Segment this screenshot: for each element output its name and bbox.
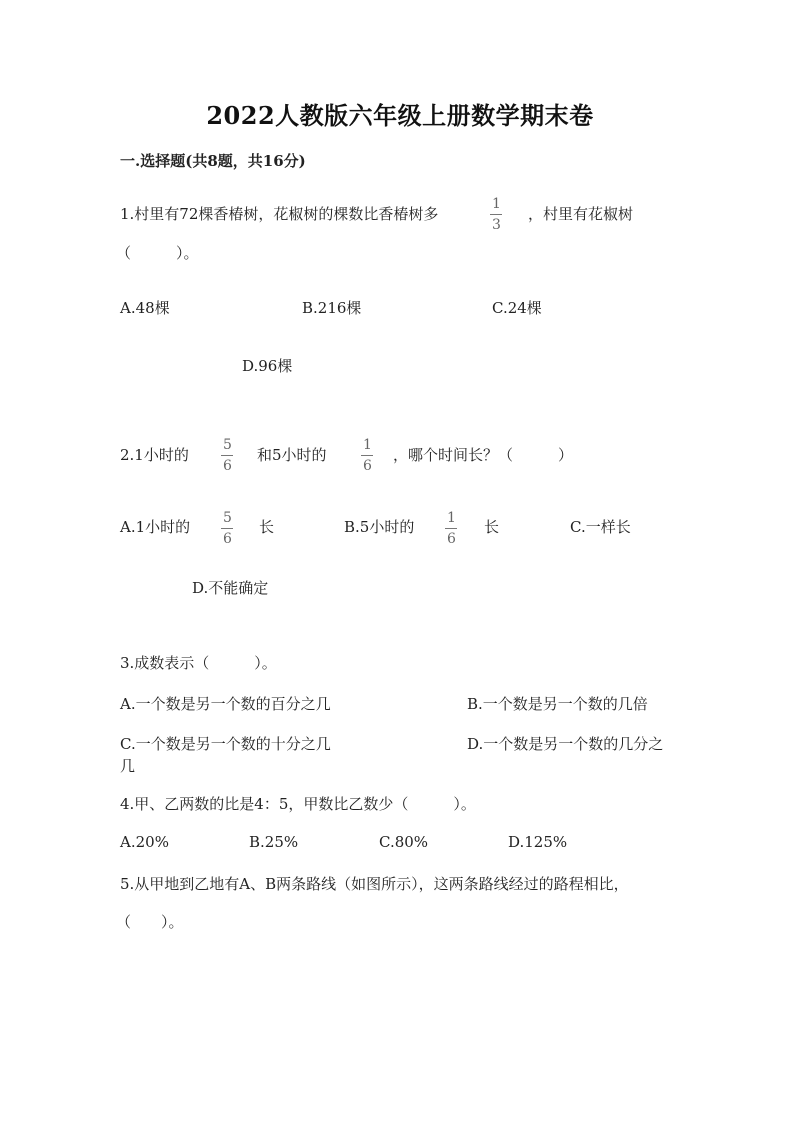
question-3-option-c: C.一个数是另一个数的十分之几 [120,735,331,753]
fraction-denominator: 3 [492,217,501,233]
question-4-option-b: B.25% [249,833,299,851]
question-3-option-b: B.一个数是另一个数的几倍 [467,695,648,713]
question-3-option-d-wrap: 几 [120,757,136,775]
question-2-fraction-1 [221,438,234,473]
question-2-fraction-2 [361,438,374,473]
fraction-bar [221,528,233,529]
question-2-option-a-fraction [221,511,234,546]
question-2-stem-end: ，哪个时间长？（ ） [393,446,574,464]
question-4-option-d: D.125% [508,833,568,851]
fraction-numerator: 1 [363,437,372,453]
question-2-option-b-label: B.5小时的 [344,518,415,536]
question-1-option-c: C.24棵 [492,299,542,317]
fraction-denominator: 6 [223,458,232,474]
fraction-denominator: 6 [223,531,232,547]
question-1-fraction [490,197,503,232]
question-2-option-a-label: A.1小时的 [120,518,191,536]
fraction-bar [490,214,502,215]
question-1-stem: 1.村里有72棵香椿树，花椒树的棵数比香椿树多 [120,205,439,223]
question-4-option-c: C.80% [379,833,429,851]
question-2-option-b-suffix: 长 [484,518,500,536]
question-3-option-d: D.一个数是另一个数的几分之 [467,735,664,753]
question-2-option-d: D.不能确定 [192,579,269,597]
fraction-bar [221,455,233,456]
question-3-stem: 3.成数表示（ ）。 [120,654,277,672]
question-2-stem: 2.1小时的 [120,446,189,464]
fraction-numerator: 1 [492,196,501,212]
question-5-blank: （ ）。 [116,913,184,931]
question-1-option-a: A.48棵 [120,299,170,317]
question-2-option-b-fraction [445,511,458,546]
fraction-numerator: 1 [447,510,456,526]
page-title: 2022人教版六年级上册数学期末卷 [206,101,594,130]
question-1-option-d: D.96棵 [242,357,293,375]
fraction-numerator: 5 [223,437,232,453]
fraction-bar [361,455,373,456]
question-2-option-a-suffix: 长 [259,518,275,536]
question-4-option-a: A.20% [120,833,169,851]
question-1-option-b: B.216棵 [302,299,362,317]
question-4-stem: 4.甲、乙两数的比是4：5，甲数比乙数少（ ）。 [120,795,476,813]
question-2-option-c: C.一样长 [570,518,631,536]
question-5-stem: 5.从甲地到乙地有A、B两条路线（如图所示），这两条路线经过的路程相比， [120,875,629,893]
fraction-numerator: 5 [223,510,232,526]
question-3-option-a: A.一个数是另一个数的百分之几 [120,695,331,713]
fraction-bar [445,528,457,529]
question-2-stem-mid: 和5小时的 [257,446,327,464]
question-1-blank: （ ）。 [116,244,199,262]
fraction-denominator: 6 [363,458,372,474]
section-heading: 一.选择题(共8题，共16分) [120,152,306,170]
question-1-stem-end: ，村里有花椒树 [528,205,634,223]
fraction-denominator: 6 [447,531,456,547]
